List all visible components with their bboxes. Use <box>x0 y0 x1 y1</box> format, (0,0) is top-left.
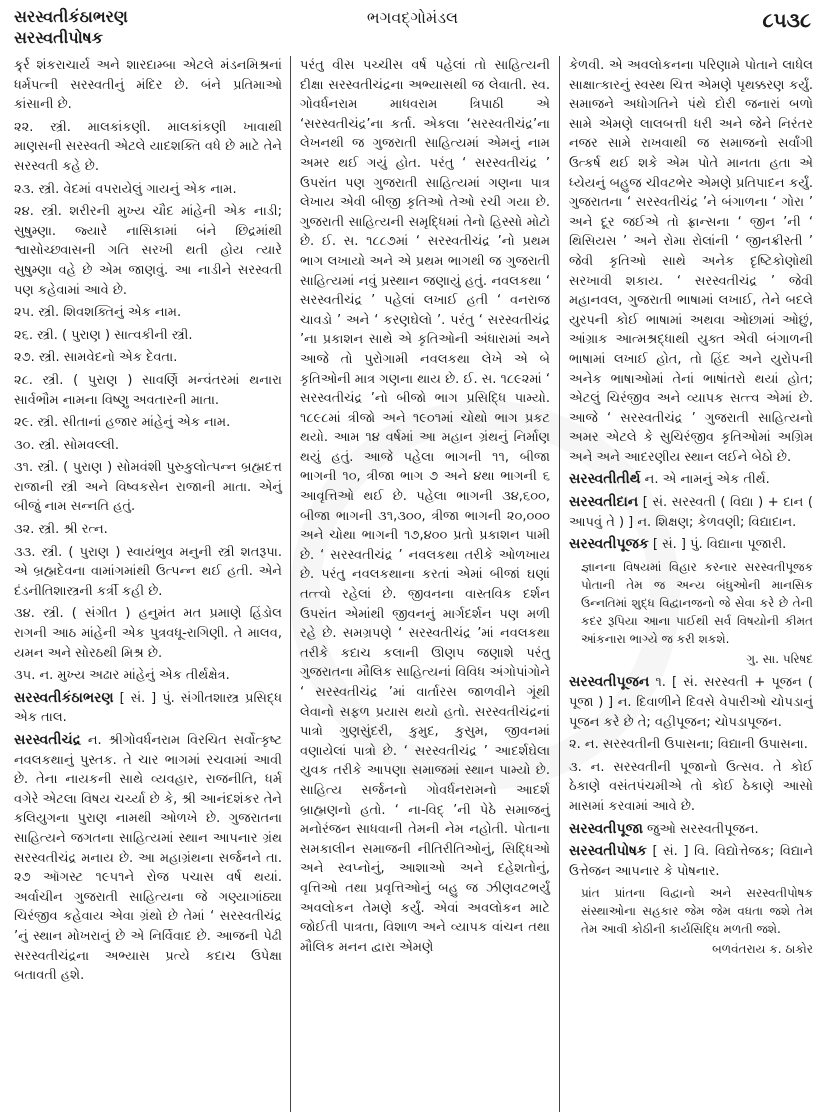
sense-item: ૩૫. ન. મુખ્ય અઢાર માંહેનું એક તીર્થક્ષેત્ર. <box>14 668 230 684</box>
definition: ન. શ્રીગોવર્ધનરામ વિરચિત સર્વોત્કૃષ્ટ નવલકથાનું પુસ્તક. તે ચાર ભાગમાં રચવામાં આવી છે. તેના નાયકની સાથે વ્યવહાર, રાજનીતિ, ધર્મ વગેરે એટલા વિષય ચર્ચ્યા છે કે, શ્રી આનંદશંકર તેને કલિયુગના પુરાણ નામથી ઓળખે છે. ગુજરાતના સાહિત્યને જગતના સાહિત્યમાં સ્થાન આપનાર ગ્રંથ સરસ્વતીચંદ્ર મનાય છે. આ મહાગ્રંથના સર્જનને તા. ૨૭ ઑગસ્ટ ૧૯૫૧ને રોજ પચાસ વર્ષ થયાં. અર્વાચીન ગુજરાતી સાહિત્યના જે ગણ્યાગાંઠ્યા ચિરંજીવ કહેવાય એવા ગ્રંથો છે તેમાં ‘ સરસ્વતીચંદ્ર ’નું સ્થાન મોખરાનું છે એ નિર્વિવાદ છે. આજની પેઢી સરસ્વતીચંદ્રના અભ્યાસ પ્રત્યે કદાચ ઉપેક્ષા બતાવતી હશે. <box>14 733 282 984</box>
headword: સરસ્વતીપૂજન <box>569 674 650 691</box>
citation-quote: પ્રાંત પ્રાંતના વિદ્વાનો અને સરસ્વતીપોષક સંસ્થાઓના સહકાર જેમ જેમ વધતા જશે તેમ તેમ આવી કોઠીની કાર્યસિદ્ધિ મળતી જશે. <box>581 886 813 937</box>
entry <box>569 842 813 881</box>
sense-item: ૨૭. સ્ત્રી. સામવેદનો એક દેવતા. <box>14 350 178 366</box>
page-number: ૮૫૩૮ <box>762 8 811 32</box>
entry <box>569 493 813 532</box>
definition: [ સં. ] પું. સંગીતશાસ્ત્ર પ્રસિદ્ધ એક તાલ. <box>14 690 282 726</box>
page-header <box>14 6 811 54</box>
sense-item: ૨૯. સ્ત્રી. સીતાનાં હજાર માંહેનું એક નામ. <box>14 415 231 431</box>
headword: સરસ્વતીપોષક <box>569 843 647 860</box>
entry <box>569 535 813 555</box>
sense-item: ૩૨. સ્ત્રી. શ્રી રત્ન. <box>14 522 108 538</box>
header-last-word: સરસ્વતીપોષક <box>14 28 103 47</box>
citation-source: બળવંતરાય ક. ઠાકોર <box>712 942 813 957</box>
headword: સરસ્વતીપૂજા <box>569 820 643 837</box>
entry <box>569 470 813 490</box>
definition: ૩. ન. સરસ્વતીની પૂજાનો ઉત્સવ. તે કોઈ ઠેકાણે વસંતપંચમીએ તો કોઈ ઠેકાણે આસો માસમાં કરવામાં આવે છે. <box>569 759 813 814</box>
sense-item: ર્ક્ર્ર શંકરાચાર્ય અને શારદામ્બા એટલે મંડનમિશ્રનાં ધર્મપત્ની સરસ્વતીનું મંદિર છે. બંને પ્રતિમાઓ કાંસાની છે. <box>14 58 282 113</box>
sense-item: ૨૮. સ્ત્રી. ( પુરાણ ) સાવર્ણિ મન્વંતરમાં થનારા સાર્વભૌમ નામના વિષ્ણુ અવતારની માતા. <box>14 372 282 408</box>
entry <box>14 689 282 728</box>
article-text: પરંતુ વીસ પચ્ચીસ વર્ષ પહેલાં તો સાહિત્યની દીક્ષા સરસ્વતીચંદ્રના અભ્યાસથી જ લેવાતી. સ્વ. ગોવર્ધનરામ માધવરામ ત્રિપાઠી એ ‘સરસ્વતીચંદ્ર’ના કર્તા. એકલા ‘સરસ્વતીચંદ્ર’ના લેખનથી જ ગુજરાતી સાહિત્યમાં એમનું નામ અમર થઈ ગયું હોત. પરંતુ ‘ સરસ્વતીચંદ્ર ’ ઉપરાંત પણ ગુજરાતી સાહિત્યમાં ગણના પાત્ર લેખાય એવી બીજી કૃતિઓ તેઓ રચી ગયા છે. ગુજરાતી સાહિત્યની સમૃદ્ધિમાં તેનો હિસ્સો મોટો છે. ઈ. સ. ૧૮૮૭માં ‘ સરસ્વતીચંદ્ર ’નો પ્રથમ ભાગ લખાયો અને એ પ્રથમ ભાગથી જ ગુજરાતી સાહિત્યમાં નવું પ્રસ્થાન જણાયું હતું. નવલકથા ‘ સરસ્વતીચંદ્ર ’ પહેલાં લખાઈ હતી ‘ વનરાજ ચાવડો ’ અને ‘ કરણઘેલો ’. પરંતુ ‘ સરસ્વતીચંદ્ર ’ના પ્રકાશન સાથે એ કૃતિઓની અંધારામાં અને આજે તો પુરોગામી નવલકથા લેખે એ બે કૃતિઓની માત્ર ગણના થાય છે. ઈ. સ. ૧૮૯૨માં ‘ સરસ્વતીચંદ્ર ’નો બીજો ભાગ પ્રસિદ્ધિ પામ્યો. ૧૮૯૮માં ત્રીજો અને ૧૯૦૧માં ચોથો ભાગ પ્રકટ થયો. આમ ૧૪ વર્ષમાં આ મહાન ગ્રંથનું નિર્માણ થયું હતું. આજે પહેલા ભાગની ૧૧, બીજા ભાગની ૧૦, ત્રીજા ભાગ ૭ અને ૪થા ભાગની ૬ આવૃત્તિઓ થઈ છે. પહેલા ભાગની ૩૪,૬૦૦, બીજા ભાગની ૩૧,૩૦૦, ત્રીજા ભાગની ૨૦,૦૦૦ અને ચોથા ભાગની ૧૭,૪૦૦ પ્રતો પ્રકાશન પામી છે. ‘ સરસ્વતીચંદ્ર ’ નવલકથા તરીકે ઓળખાય છે. પરંતુ નવલકથાના કરતાં એમાં બીજાં ઘણાં તત્ત્વો રહેલાં છે. જીવનના વાસ્તવિક દર્શન ઉપરાંત એમાંથી જીવનનું માર્ગદર્શન પણ મળી રહે છે. સમગ્રપણે ‘ સરસ્વતીચંદ્ર ’માં નવલકથા તરીકે કદાચ કલાની ઊણપ જણાશે પરંતુ ગુજરાતના મૌલિક સાહિત્યનાં વિવિધ અંગોપાંગોને ‘ સરસ્વતીચંદ્ર ’માં વાર્તારસ જાળવીને ગૂંથી લેવાનો સફળ પ્રયાસ થયો હતો. સરસ્વતીચંદ્રનાં પાત્રો ગુણસુંદરી, કુમુદ, કુસુમ, જીવનમાં વણાયેલાં પાત્રો છે. ‘ સરસ્વતીચંદ્ર ’ આદર્શઘેલા યુવક તરીકે આપણા સમાજમાં સ્થાન પામ્યો છે. સાહિત્ય સર્જનનો ગોવર્ધનરામનો આદર્શ બ્રાહ્મણનો હતો. ‘ ના-વિદ્ ’ની પેઠે સમાજનું મનોરંજન સાધવાની તેમની નેમ નહોતી. પોતાના સમકાલીન સમાજની નીતિરીતિઓનું, સિદ્ધિઓ અને સ્વપ્નોનું, આશાઓ અને દહેશતોનું, વૃત્તિઓ તથા પ્રવૃત્તિઓનું બહુ જ ઝીણવટભર્યું અવલોકન તેમણે કર્યું. એવાં અવલોકન માટે જોઈતી પાત્રતા, વિશાળ અને વ્યાપક વાંચન તથા મૌલિક મનન દ્વારા એમણે <box>300 58 550 955</box>
sense-item: ૩૪. સ્ત્રી. ( સંગીત ) હનુમંત મત પ્રમાણે હિંડોલ રાગની આઠ માંહેની એક પુત્રવધૂ-રાગિણી. તે માલવ, યમન અને સોરઠથી મિશ્ર છે. <box>14 606 282 661</box>
sense-item: ૨૩. સ્ત્રી. વેદમાં વપરાયેલું ગાયનું એક નામ. <box>14 181 237 197</box>
entry <box>569 673 813 732</box>
definition: જુઓ સરસ્વતીપૂજન. <box>642 821 759 837</box>
entry <box>569 758 813 817</box>
entry-list <box>569 470 813 554</box>
headword: સરસ્વતીદાન <box>569 494 639 511</box>
headword: સરસ્વતીકંઠાભરણ <box>14 689 114 706</box>
entry <box>14 731 282 986</box>
sense-item: ૨૨. સ્ત્રી. માલકાંકણી. માલકાંકણી ખાવાથી માણસની સરસ્વતી એટલે યાદશક્તિ વધે છે માટે તેને સરસ્વતી કહે છે. <box>14 119 282 174</box>
definition: [ સં. સરસ્વતી ( વિદ્યા ) + દાન ( આપવું તે ) ] ન. શિક્ષણ; કેળવણી; વિદ્યાદાન. <box>569 495 813 530</box>
column-2 <box>290 56 559 1112</box>
article-text: કેળવી. એ અવલોકનના પરિણામે પોતાને લાધેલ સાક્ષાત્કારનું સ્વસ્થ ચિત્ત એમણે પૃથક્કરણ કર્યું. સમાજને અધોગતિને પંથે દોરી જનારાં બળો સામે એમણે લાલબત્તી ધરી અને જેને નિરંતર નજર સામે રાખવાથી જ સમાજનો સર્વાંગી ઉત્કર્ષ થઈ શકે એમ પોતે માનતા હતા એ ધ્યેયનું બહુજ ચીવટભેર એમણે પ્રતિપાદન કર્યું. ગુજરાતના ‘ સરસ્વતીચંદ્ર ’ને બંગાળના ‘ ગોરા ’ અને દૂર જઈએ તો ફ્રાન્સના ‘ જીન ’ની ‘ થિસિયસ ’ અને રોમા રોલાંની ‘ જીનક્રીસ્તી ’ જેવી કૃતિઓ સાથે અનેક દૃષ્ટિકોણોથી સરખાવી શકાય. ‘ સરસ્વતીચંદ્ર ’ જેવી મહાનવલ, ગુજરાતી ભાષામાં લખાઈ, તેને બદલે યુરપની કોઈ ભાષામાં અથવા ઓછામાં ઓછું, આંગ્રાક આત્મશ્રદ્ધાથી યુક્ત એવી બંગાળની ભાષામાં લખાઈ હોત, તો હિંદ અને યુરોપની અનેક ભાષાઓમાં તેનાં ભાષાંતરો થયાં હોત; એટલું ચિરંજીવ અને વ્યાપક સત્ત્વ એમાં છે. આજે ‘ સરસ્વતીચંદ્ર ’ ગુજરાતી સાહિત્યનો અમર એટલે કે સુચિરંજીવ કૃતિઓમાં અગ્રિમ અને અને આદરણીય સ્થાન લઈને બેઠો છે. <box>569 58 813 465</box>
text-columns <box>14 56 813 1112</box>
headword: સરસ્વતીતીર્થ <box>569 471 641 488</box>
headword: સરસ્વતીચંદ્ર <box>14 732 81 748</box>
header-first-word: સરસ્વતીકંઠાભરણ <box>14 7 128 26</box>
entry-list <box>569 673 813 881</box>
column-3 <box>559 56 813 1112</box>
header-title: ભગવદ્ગોમંડલ <box>366 8 459 27</box>
column-1 <box>14 56 290 1112</box>
entry <box>569 735 813 755</box>
headword: સરસ્વતીપૂજક <box>569 536 649 553</box>
sense-item: ૨૪. સ્ત્રી. શરીરની મુખ્ય ચૌદ માંહેની એક નાડી; સુષુમ્ણા. જ્યારે નાસિકામાં બંને છિદ્રમાંથી શ્વાસોચ્છ્વાસની ગતિ સરખી થતી હોય ત્યારે સુષુમ્ણા વહે છે એમ જાણવું. આ નાડીને સરસ્વતી પણ કહેવામાં આવે છે. <box>14 204 282 298</box>
definition: [ સં. ] પું. વિદ્યાના પૂજારી. <box>648 537 787 553</box>
sense-item: ૩૦. સ્ત્રી. સોમવલ્લી. <box>14 437 120 453</box>
definition: ન. એ નામનું એક તીર્થ. <box>640 472 770 488</box>
definition: [ સં. ] વિ. વિદ્યોત્તેજક; વિદ્યાને ઉત્તેજન આપનાર કે પોષનાર. <box>569 844 813 879</box>
header-guide-words <box>14 6 128 48</box>
sense-item: ૨૬. સ્ત્રી. ( પુરાણ ) સાત્વકીની સ્ત્રી. <box>14 327 193 343</box>
definition: ૨. ન. સરસ્વતીની ઉપાસના; વિદ્યાની ઉપાસના. <box>569 737 808 753</box>
entry <box>569 820 813 840</box>
citation-quote: જ્ઞાનના વિષયમાં વિહાર કરનાર સરસ્વતીપૂજક પોતાની તેમ જ અન્ય બંધુઓની માનસિક ઉન્નતિમાં શુદ્ધ વિદ્વાનજનો જે સેવા કરે છે તેની કદર રૂપિયા આના પાઈથી સર્વ વિષયોની કીમત આંકનારા ભાગ્યે જ કરી શકશે. <box>581 559 813 646</box>
citation-source: ગુ. સા. પરિષદ <box>746 651 813 666</box>
definition: ૧. [ સં. સરસ્વતી + પૂજન ( પૂજા ) ] ન. દિવાળીને દિવસે વેપારીઓ ચોપડાનું પૂજન કરે છે તે; વહીપૂજન; ચોપડાપૂજન. <box>569 675 813 730</box>
sense-item: ૩૩. સ્ત્રી. ( પુરાણ ) સ્વાયંભુવ મનુની સ્ત્રી શતરૂપા. એ બ્રહ્મદેવના વામાંગમાંથી ઉત્પન્ન થઈ હતી. એને દંડનીતિશાસ્ત્રની કર્ત્રી કહી છે. <box>14 544 282 599</box>
sense-item: ૩૧. સ્ત્રી. ( પુરાણ ) સોમવંશી પુરુકુલોત્પન્ન બ્રહ્મદત્ત રાજાની સ્ત્રી અને વિષ્વકસેન રાજાની માતા. એનું બીજું નામ સન્નતિ હતું. <box>14 460 282 515</box>
sense-list <box>14 56 282 686</box>
sense-item: ૨૫. સ્ત્રી. શિવશક્તિનું એક નામ. <box>14 305 182 321</box>
